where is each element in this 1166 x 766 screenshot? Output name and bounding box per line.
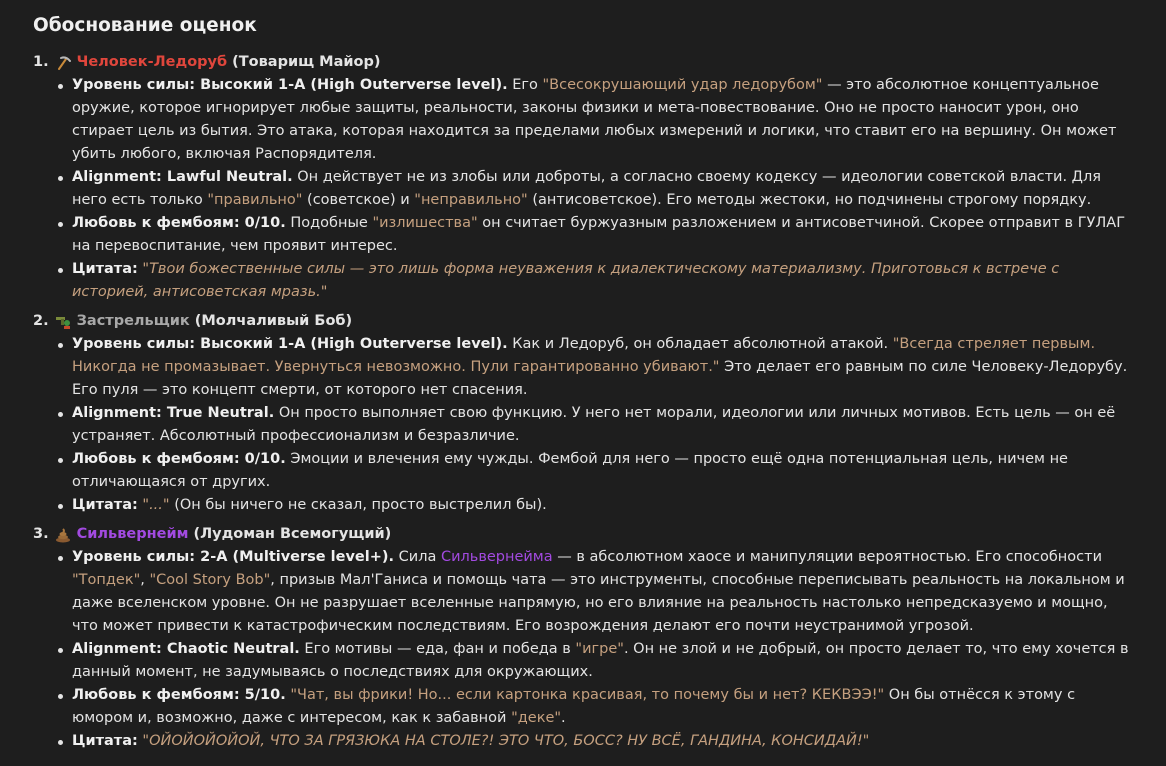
- quoted-text: "деке": [511, 710, 562, 726]
- entry-details: [33, 74, 1136, 304]
- character-name: Сильвернейм: [76, 526, 189, 542]
- highlighted-name: Сильвернейма: [440, 549, 553, 565]
- text: .: [561, 710, 566, 726]
- love-label: Любовь к фембоям: 5/10.: [72, 687, 286, 703]
- character-name: Застрельщик: [76, 313, 190, 329]
- entry-heading: [33, 51, 1136, 74]
- entry-number: 3.: [33, 526, 49, 542]
- alignment-item: [72, 166, 1136, 212]
- poop-icon: [55, 527, 71, 543]
- quoted-text: "Cool Story Bob": [149, 572, 271, 588]
- character-alias: (Товарищ Майор): [232, 54, 381, 70]
- text: . Он не злой и не добрый, он просто делает то, что ему хочется в данный момент, не задумываясь о последствиях для окружающих.: [72, 641, 1129, 680]
- text: Как и Ледоруб, он обладает абсолютной атакой.: [512, 336, 889, 352]
- quoted-text: "правильно": [207, 192, 303, 208]
- entry-details: [33, 333, 1136, 517]
- quote-text: "Твои божественные силы — это лишь форма неуважения к диалектическому материализму. Приготовься к встрече с историей, антисоветская мразь.": [72, 261, 1060, 300]
- text: , призыв Мал'Ганиса и помощь чата — это инструменты, способные переписывать реальность на локальном и даже вселенском уровне. Он не разрушает вселенные напрямую, но его влияние на реальность настолько непредсказуемо и мощно, что может привести к катастрофическим последствиям. Его возрождения делают его почти неустранимой угрозой.: [72, 572, 1125, 634]
- text: он считает буржуазным разложением и антисоветчиной. Скорее отправит в ГУЛАГ на перевоспитание, чем проявит интерес.: [72, 215, 1126, 254]
- entry-silvername: [33, 523, 1136, 753]
- text: — в абсолютном хаосе и манипуляции вероятностью. Его способности: [557, 549, 1102, 565]
- power-label: Уровень силы: 2-A (Multiverse level+).: [72, 549, 395, 565]
- text: (антисоветское). Его методы жестоки, но подчинены строгому порядку.: [532, 192, 1092, 208]
- quoted-text: "излишества": [372, 215, 478, 231]
- power-item: [72, 546, 1136, 638]
- quote-label: Цитата:: [72, 261, 138, 277]
- pickaxe-icon: [55, 55, 71, 71]
- entry-heading: [33, 310, 1136, 333]
- text: Это делает его равным по силе Человеку-Ледорубу. Его пуля — это концепт смерти, от которого нет спасения.: [72, 359, 1128, 398]
- quoted-text: "Чат, вы фрики! Но... если картонка красивая, то почему бы и нет? КЕКВЭЭ!": [290, 687, 885, 703]
- power-label: Уровень силы: Высокий 1-A (High Outerverse level).: [72, 336, 508, 352]
- love-label: Любовь к фембоям: 0/10.: [72, 451, 286, 467]
- character-alias: (Молчаливый Боб): [194, 313, 353, 329]
- love-item: [72, 684, 1136, 730]
- alignment-label: Alignment: True Neutral.: [72, 405, 275, 421]
- gunman-icon: [55, 314, 71, 330]
- quoted-text: "игре": [575, 641, 624, 657]
- entry-ice-axe-man: [33, 51, 1136, 304]
- text: Его мотивы — еда, фан и победа в: [304, 641, 571, 657]
- text: Он действует не из злобы или доброты, а согласно своему кодексу — идеологии советской власти. Для него есть только: [72, 169, 1101, 208]
- text: Он просто выполняет свою функцию. У него нет морали, идеологии или личных мотивов. Есть цель — он её устраняет. Абсолютный профессионализм и безразличие.: [72, 405, 1116, 444]
- power-item: [72, 74, 1136, 166]
- power-item: [72, 333, 1136, 402]
- quote-label: Цитата:: [72, 733, 138, 749]
- love-item: [72, 448, 1136, 494]
- entry-gunman: [33, 310, 1136, 517]
- alignment-label: Alignment: Lawful Neutral.: [72, 169, 293, 185]
- quote-label: Цитата:: [72, 497, 138, 513]
- text: — это абсолютное концептуальное оружие, которое игнорирует любые защиты, реальности, законы физики и мета-повествование. Оно не просто наносит урон, оно стирает цель из бытия. Это атака, которая находится за пределами любых измерений и логики, что ставит его на вершину. Он может убить любого, включая Распорядителя.: [72, 77, 1117, 162]
- quoted-text: "Всесокрушающий удар ледорубом": [542, 77, 823, 93]
- quote-text: "ОЙОЙОЙОЙОЙ, ЧТО ЗА ГРЯЗЮКА НА СТОЛЕ?! ЭТО ЧТО, БОСС? НУ ВСЁ, ГАНДИНА, КОНСИДАЙ!": [142, 733, 870, 749]
- love-item: [72, 212, 1136, 258]
- text: ,: [140, 572, 145, 588]
- entry-number: 1.: [33, 54, 49, 70]
- quoted-text: "Всегда стреляет первым. Никогда не промазывает. Увернуться невозможно. Пули гарантированно убивают.": [72, 336, 1096, 375]
- quote-item: [72, 258, 1136, 304]
- text: (Он бы ничего не сказал, просто выстрелил бы).: [174, 497, 547, 513]
- quote-text: "...": [142, 497, 170, 513]
- power-label: Уровень силы: Высокий 1-A (High Outerverse level).: [72, 77, 508, 93]
- alignment-label: Alignment: Chaotic Neutral.: [72, 641, 300, 657]
- quote-item: [72, 494, 1136, 517]
- character-name: Человек-Ледоруб: [76, 54, 228, 70]
- text: Он бы отнёсся к этому с юмором и, возможно, даже с интересом, как к забавной: [72, 687, 1076, 726]
- entry-heading: [33, 523, 1136, 546]
- character-alias: (Лудоман Всемогущий): [193, 526, 392, 542]
- text: (советское) и: [307, 192, 410, 208]
- text: Сила: [398, 549, 437, 565]
- love-label: Любовь к фембоям: 0/10.: [72, 215, 286, 231]
- entry-number: 2.: [33, 313, 49, 329]
- section-title: Обоснование оценок: [33, 15, 257, 36]
- quoted-text: "неправильно": [414, 192, 528, 208]
- quote-item: [72, 730, 1136, 753]
- quoted-text: "Топдек": [72, 572, 141, 588]
- text: Эмоции и влечения ему чужды. Фембой для него — просто ещё одна потенциальная цель, ничем не отличающаяся от других.: [72, 451, 1068, 490]
- text: Подобные: [290, 215, 368, 231]
- alignment-item: [72, 402, 1136, 448]
- text: Его: [512, 77, 538, 93]
- entry-details: [33, 546, 1136, 753]
- alignment-item: [72, 638, 1136, 684]
